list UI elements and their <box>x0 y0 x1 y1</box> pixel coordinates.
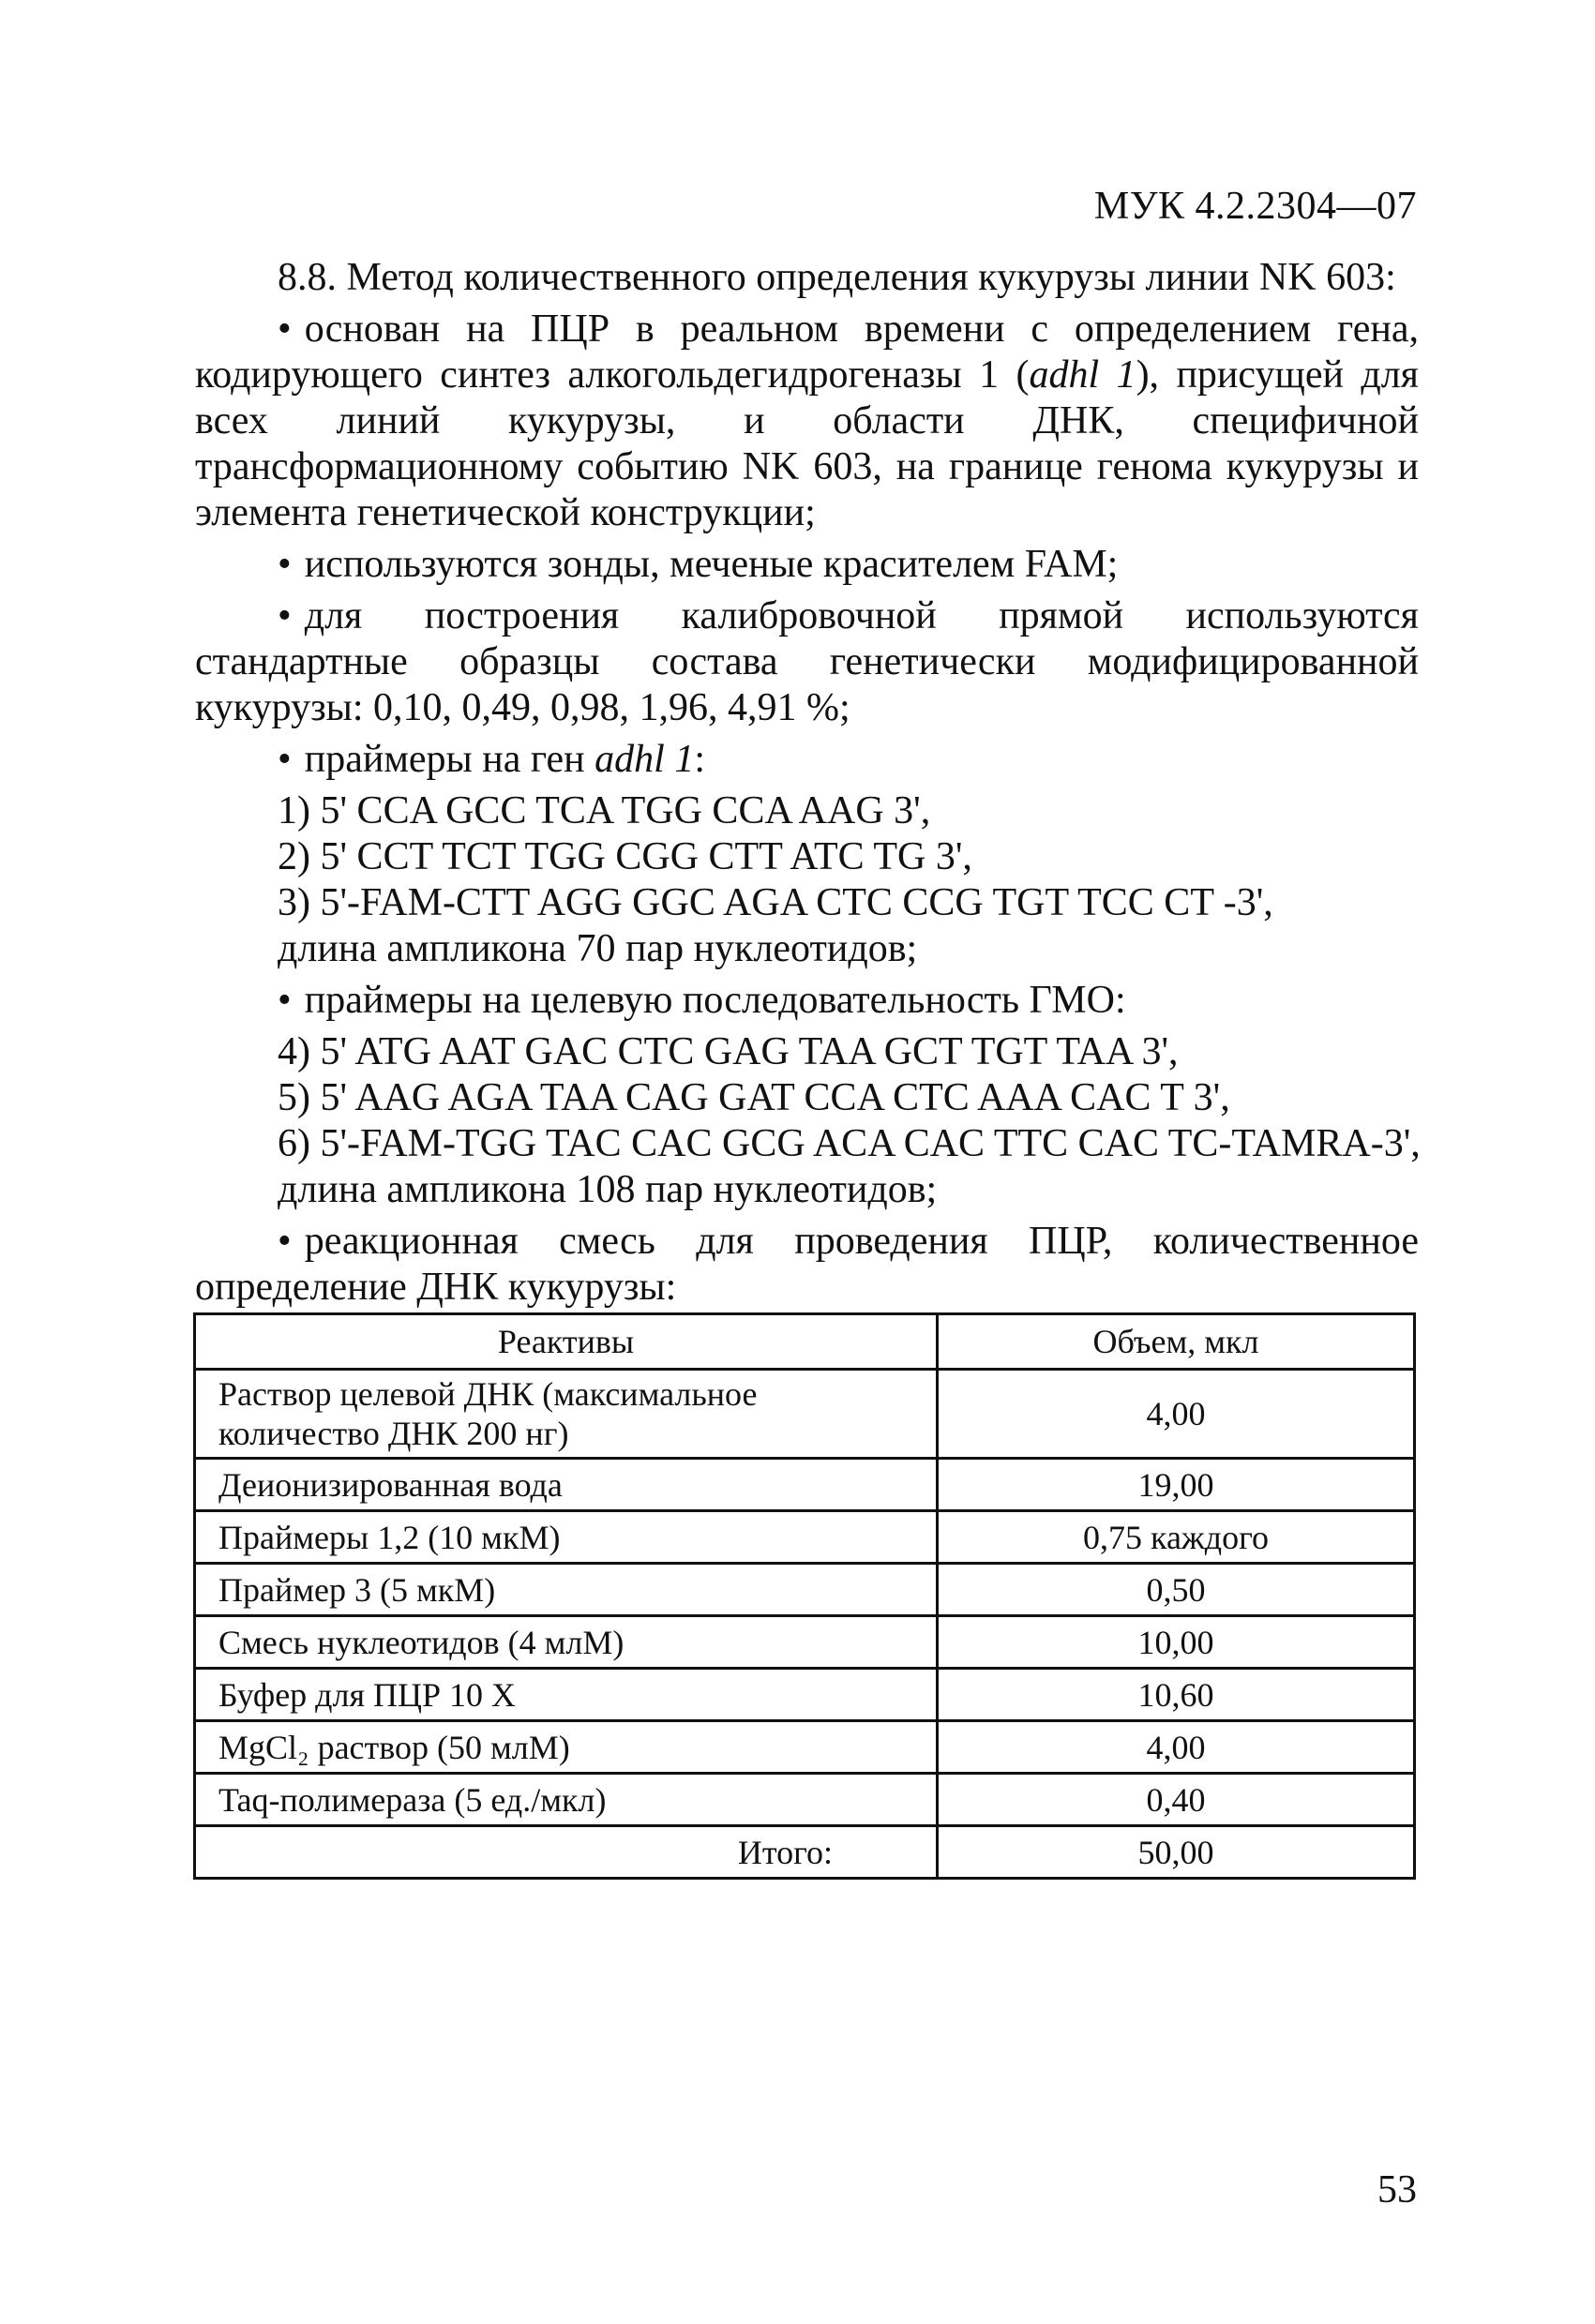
reagent-name: Праймер 3 (5 мкМ) <box>195 1564 938 1616</box>
table-total-row <box>195 1826 1415 1879</box>
table-row <box>195 1511 1415 1564</box>
bullet-calibration: • для построения калибровочной прямой используются стандартные образцы состава генетически модифицированной кукурузы: 0,10, 0,49, 0,98, 1,96, 4,91 %; <box>195 593 1419 731</box>
bullet-gene-primers-text: праймеры на ген <box>304 738 595 781</box>
reagent-volume: 19,00 <box>938 1459 1415 1511</box>
primer-line: 6) 5'-FAM-TGG TAC CAC GCG ACA CAC TTC CAC TC-TAMRA-3', <box>278 1122 1421 1165</box>
total-value: 50,00 <box>938 1826 1415 1879</box>
amplicon-length: длина ампликона 70 пар нуклеотидов; <box>278 927 918 970</box>
primer-line: 2) 5' CCT TCT TGG CGG CTT ATC TG 3', <box>278 835 972 878</box>
main-text <box>195 255 1419 1316</box>
bullet-gene-primers-colon: : <box>694 738 706 781</box>
table-header-reagents: Реактивы <box>195 1314 938 1370</box>
bullet-probes: • используются зонды, меченые красителем FAM; <box>195 542 1419 588</box>
reagents-table <box>193 1312 1416 1880</box>
gene-name: adhl 1 <box>1029 353 1136 397</box>
amplicon-length: длина ампликона 108 пар нуклеотидов; <box>278 1168 938 1211</box>
bullet-method-basis <box>195 307 1419 536</box>
table-row <box>195 1774 1415 1826</box>
reagent-volume: 4,00 <box>938 1721 1415 1774</box>
reagent-name: Буфер для ПЦР 10 X <box>195 1669 938 1721</box>
reagent-volume: 0,40 <box>938 1774 1415 1826</box>
primer-line: 3) 5'-FAM-CTT AGG GGC AGA CTC CCG TGT TCC CT -3', <box>278 881 1273 924</box>
document-code-header: МУК 4.2.2304—07 <box>1093 185 1417 228</box>
reagent-volume: 0,50 <box>938 1564 1415 1616</box>
table-row <box>195 1370 1415 1459</box>
bullet-method-basis-text: основан на ПЦР в реальном времени с определением гена, кодирующего синтез алкогольдегидрогеназы 1 ( <box>195 307 1419 397</box>
table-row <box>195 1669 1415 1721</box>
table-row <box>195 1459 1415 1511</box>
bullet-gene-primers <box>195 737 1419 783</box>
reagent-name: MgCl₂ раствор (50 млМ) <box>195 1721 938 1774</box>
reagent-name: Раствор целевой ДНК (максимальное количество ДНК 200 нг) <box>195 1370 938 1459</box>
table-header-volume: Объем, мкл <box>938 1314 1415 1370</box>
bullet-reaction-mix: • реакционная смесь для проведения ПЦР, количественное определение ДНК кукурузы: <box>195 1219 1419 1311</box>
table-header-row <box>195 1314 1415 1370</box>
reagent-name: Смесь нуклеотидов (4 млМ) <box>195 1616 938 1669</box>
reagent-volume: 4,00 <box>938 1370 1415 1459</box>
total-label: Итого: <box>195 1826 938 1879</box>
primer-line: 5) 5' AAG AGA TAA CAG GAT CCA CTC AAA CAC T 3', <box>278 1076 1230 1119</box>
primer-line: 1) 5' CCA GCC TCA TGG CCA AAG 3', <box>278 789 931 832</box>
section-title: 8.8. Метод количественного определения кукурузы линии NK 603: <box>278 256 1396 299</box>
reagent-name: Taq-полимераза (5 ед./мкл) <box>195 1774 938 1826</box>
reagent-name: Праймеры 1,2 (10 мкМ) <box>195 1511 938 1564</box>
reagent-volume: 10,60 <box>938 1669 1415 1721</box>
bullet-gmo-primers: • праймеры на целевую последовательность ГМО: <box>195 978 1419 1024</box>
reagent-name: Деионизированная вода <box>195 1459 938 1511</box>
reagent-volume: 0,75 каждого <box>938 1511 1415 1564</box>
gene-name: adhl 1 <box>594 738 695 781</box>
table-row <box>195 1616 1415 1669</box>
reagent-volume: 10,00 <box>938 1616 1415 1669</box>
bullet-method-basis-text-end: ), присущей для всех линий кукурузы, и области ДНК, специфичной трансформационному событию NK 603, на границе генома кукурузы и элемента генетической конструкции; <box>195 353 1419 534</box>
page-number: 53 <box>1377 2168 1417 2212</box>
table-row <box>195 1721 1415 1774</box>
table-row <box>195 1564 1415 1616</box>
primer-line: 4) 5' ATG AAT GAC CTC GAG TAA GCT TGT TAA 3', <box>278 1030 1179 1073</box>
